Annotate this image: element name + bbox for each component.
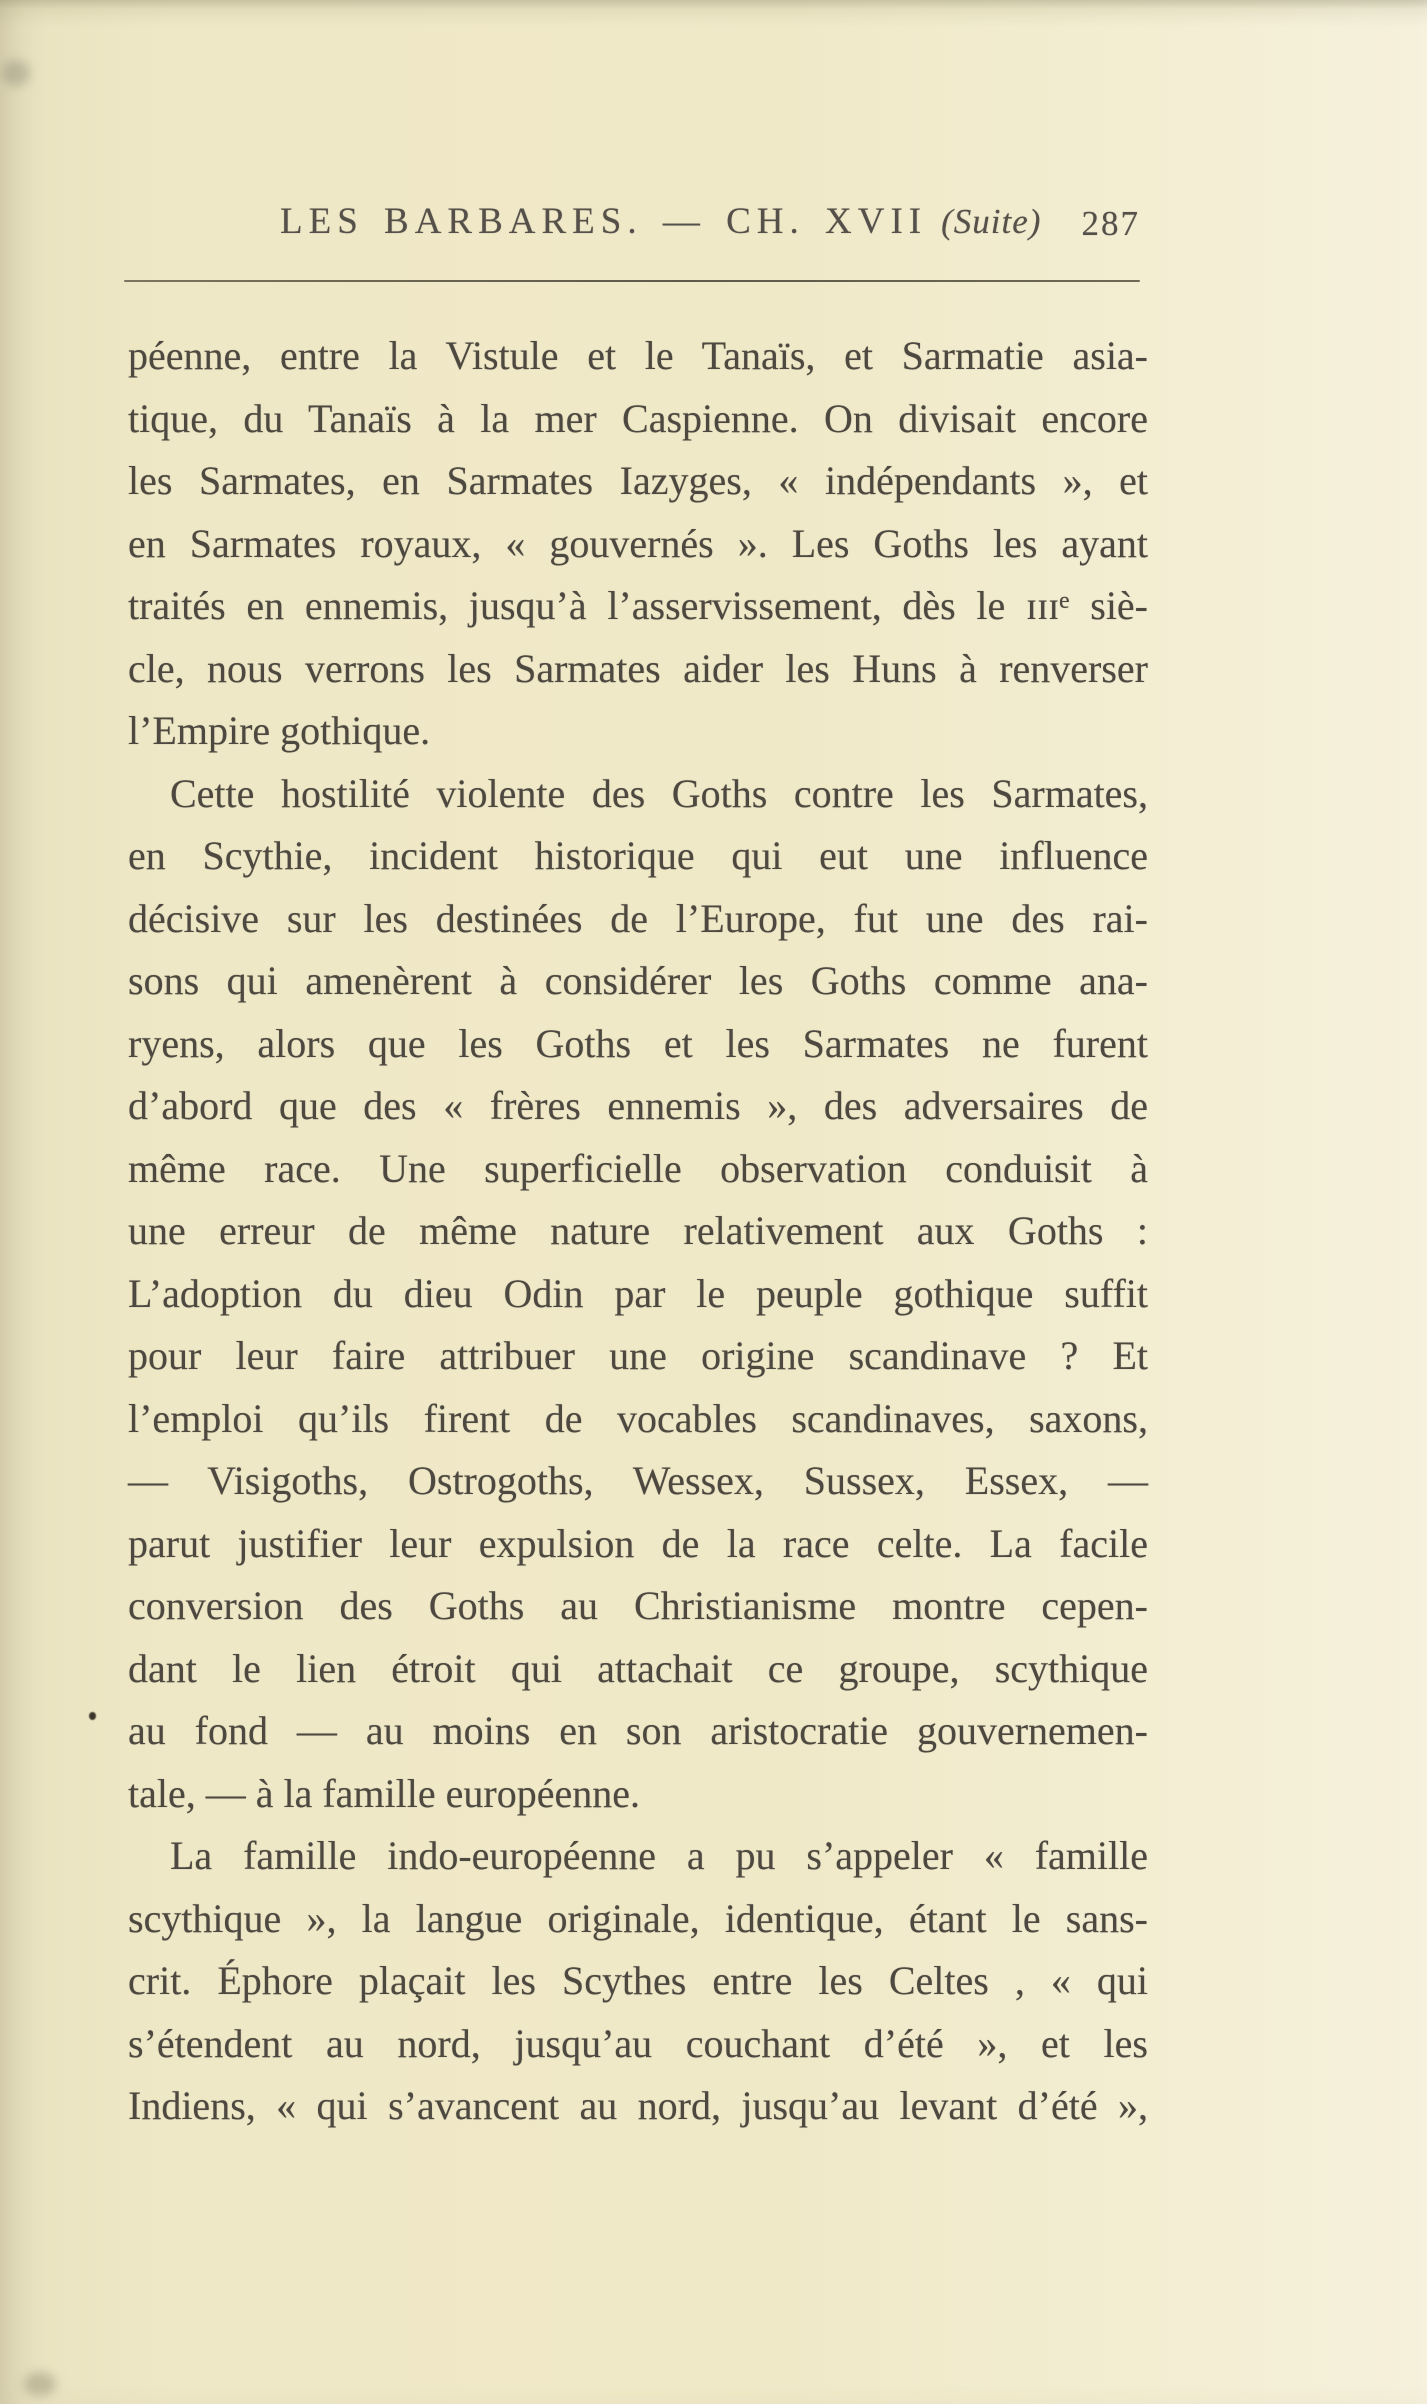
text-line: ryens, alors que les Goths et les Sarmates ne furent xyxy=(128,1020,1148,1066)
text-line: au fond — au moins en son aristocratie gouvernemen- xyxy=(128,1708,1148,1753)
text-line: en Scythie, incident historique qui eut une influence xyxy=(128,833,1148,878)
text-line: dant le lien étroit qui attachait ce groupe, scythique xyxy=(128,1645,1148,1691)
text-line: traités en ennemis, jusqu’à l’asservissement, dès le ɪɪɪᵉ siè- xyxy=(128,583,1148,628)
text-line: Cette hostilité violente des Goths contre les Sarmates, xyxy=(170,770,1148,816)
text-line: — Visigoths, Ostrogoths, Wessex, Sussex, Essex, — xyxy=(128,1458,1148,1503)
text-line: conversion des Goths au Christianisme montre cepen- xyxy=(128,1583,1148,1628)
running-title-text: LES BARBARES. — CH. XVII xyxy=(280,201,928,242)
text-line: l’emploi qu’ils firent de vocables scandinaves, saxons, xyxy=(128,1395,1148,1441)
text-line: les Sarmates, en Sarmates Iazyges, « indépendants », et xyxy=(128,458,1148,503)
text-line: L’adoption du dieu Odin par le peuple gothique suffit xyxy=(128,1270,1148,1316)
page-number: 287 xyxy=(1081,204,1140,243)
text-line: en Sarmates royaux, « gouvernés ». Les Goths les ayant xyxy=(128,520,1148,566)
text-line: scythique », la langue originale, identique, étant le sans- xyxy=(128,1895,1148,1941)
scan-smudge xyxy=(2,60,30,86)
text-line: cle, nous verrons les Sarmates aider les Huns à renverser xyxy=(128,645,1148,691)
text-line: péenne, entre la Vistule et le Tanaïs, et Sarmatie asia- xyxy=(128,333,1148,378)
header-rule xyxy=(124,280,1140,282)
text-line: Indiens, « qui s’avancent au nord, jusqu’au levant d’été », xyxy=(128,2083,1148,2128)
page-header xyxy=(128,200,1140,252)
text-line: sons qui amenèrent à considérer les Goths comme ana- xyxy=(128,958,1148,1003)
running-title-suite: (Suite) xyxy=(941,202,1042,241)
text-line: l’Empire gothique. xyxy=(128,708,431,753)
ink-speck xyxy=(89,1712,96,1720)
text-block xyxy=(128,325,1148,2138)
text-line: pour leur faire attribuer une origine scandinave ? Et xyxy=(128,1333,1148,1378)
text-line: une erreur de même nature relativement aux Goths : xyxy=(128,1208,1148,1253)
text-line: La famille indo-européenne a pu s’appeler « famille xyxy=(170,1833,1148,1878)
text-line: crit. Éphore plaçait les Scythes entre les Celtes , « qui xyxy=(128,1958,1148,2003)
scan-smudge xyxy=(24,2372,56,2396)
text-line: décisive sur les destinées de l’Europe, fut une des rai- xyxy=(128,895,1148,941)
text-line: parut justifier leur expulsion de la race celte. La facile xyxy=(128,1520,1148,1566)
text-line: même race. Une superficielle observation conduisit à xyxy=(128,1145,1148,1191)
running-title xyxy=(280,200,1041,243)
text-line: d’abord que des « frères ennemis », des adversaires de xyxy=(128,1083,1148,1128)
text-line: tale, — à la famille européenne. xyxy=(128,1770,640,1816)
text-line: s’étendent au nord, jusqu’au couchant d’été », et les xyxy=(128,2020,1148,2066)
text-line: tique, du Tanaïs à la mer Caspienne. On divisait encore xyxy=(128,395,1148,441)
